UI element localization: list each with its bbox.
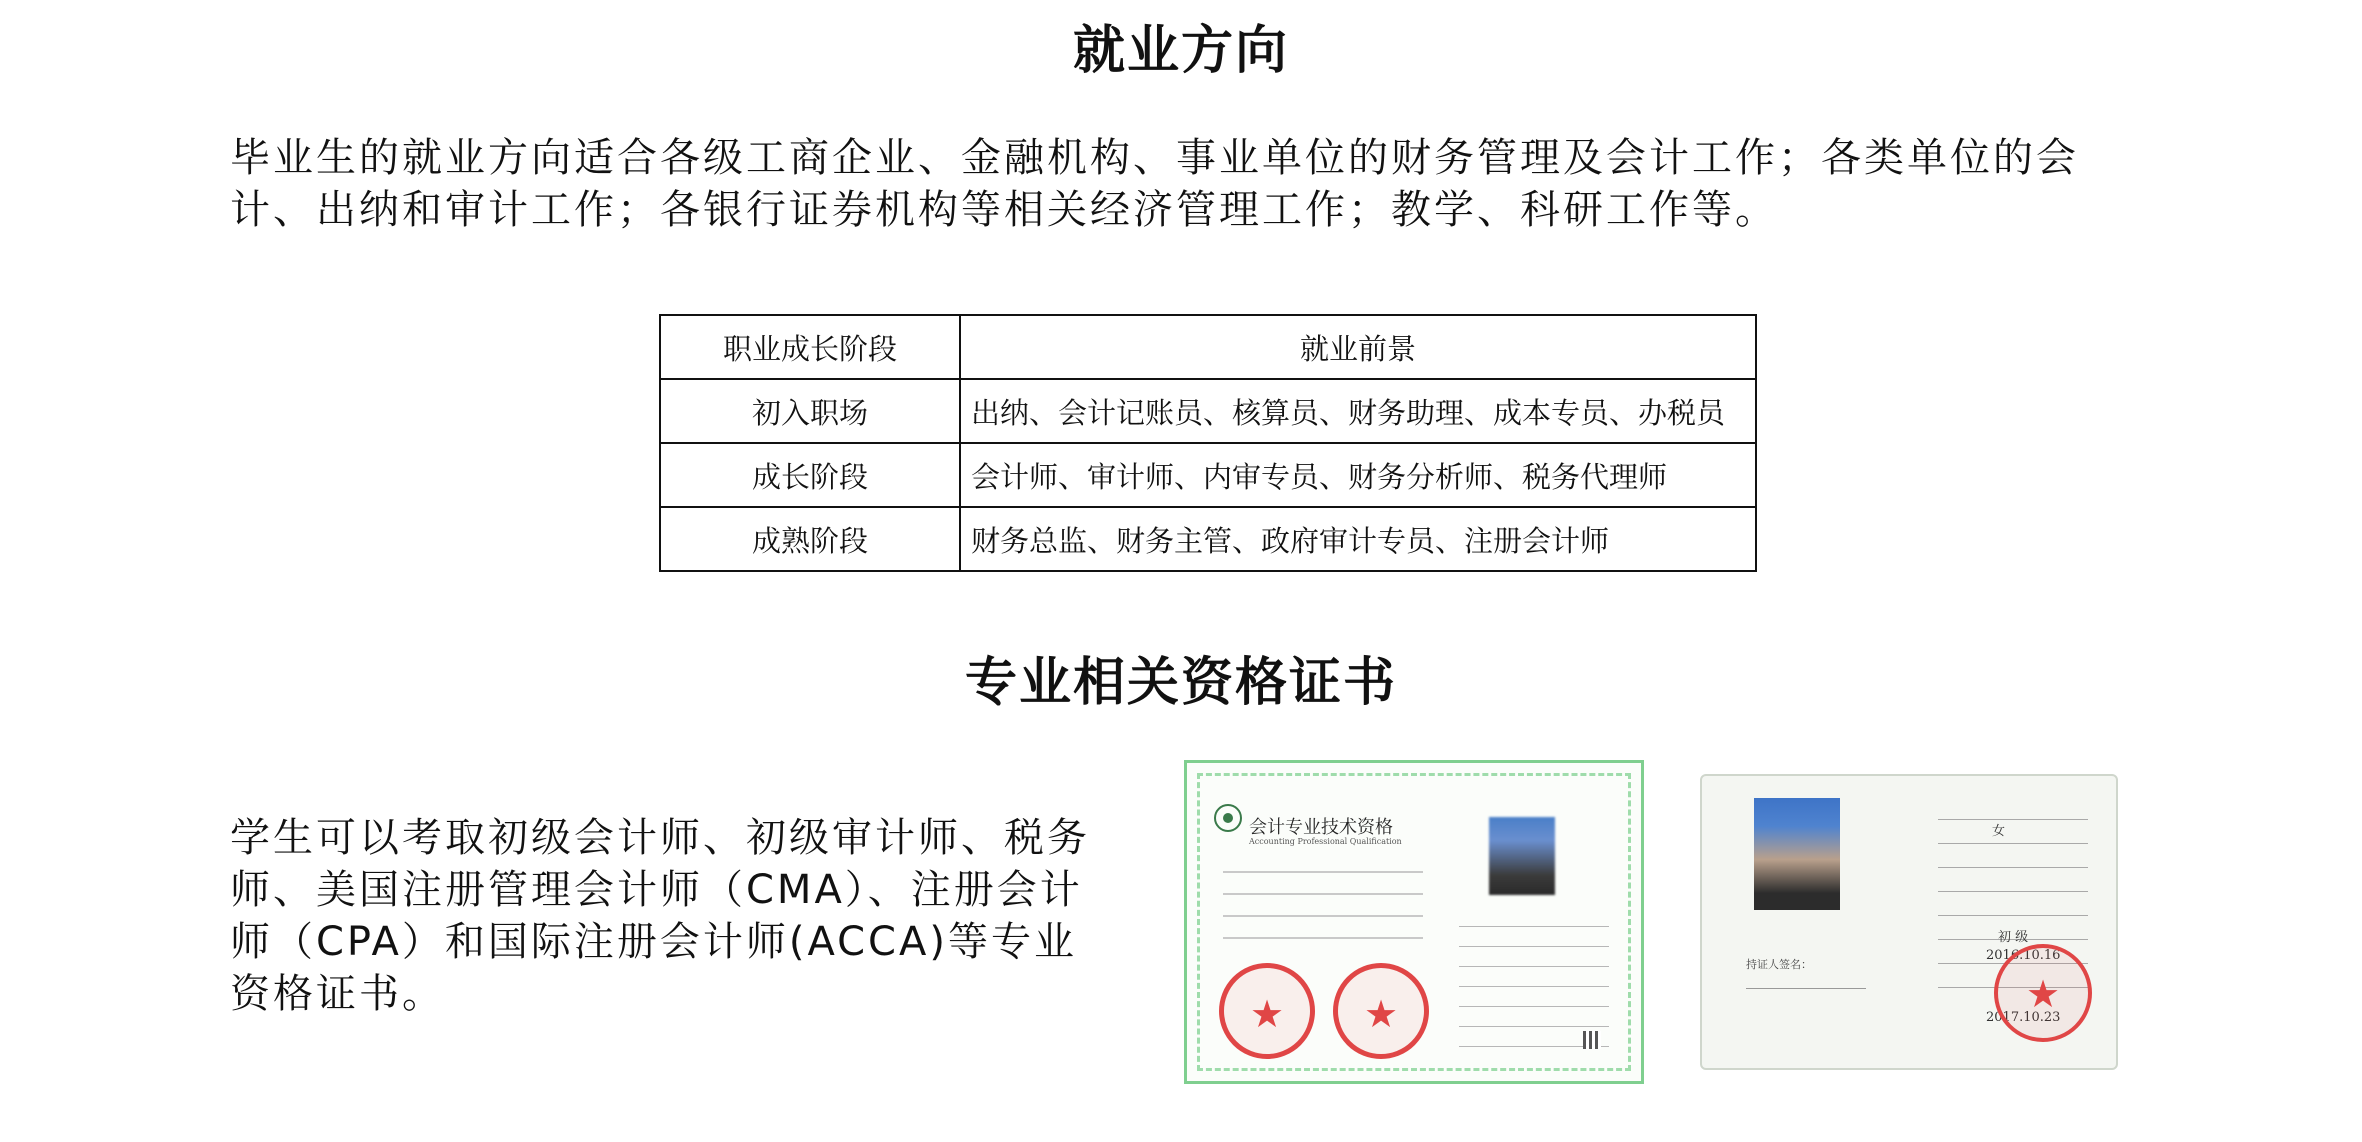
table-cell-stage: 成熟阶段 — [660, 507, 960, 571]
signature-label: 持证人签名： — [1746, 958, 1812, 971]
qualification-card-image — [1700, 774, 2118, 1070]
accounting-certificate-image — [1184, 760, 1644, 1084]
holder-photo — [1489, 817, 1555, 895]
table-cell-prospect: 出纳、会计记账员、核算员、财务助理、成本专员、办税员 — [960, 379, 1756, 443]
career-table — [659, 314, 1757, 572]
sex-value: 女 — [1992, 824, 2006, 839]
table-cell-stage: 初入职场 — [660, 379, 960, 443]
certificate-title: 会计专业技术资格 — [1249, 817, 1393, 838]
table-cell-stage: 成长阶段 — [660, 443, 960, 507]
qr-code-icon — [1583, 1031, 1601, 1049]
certificate-text-lines — [1223, 871, 1423, 959]
section-title-certificates: 专业相关资格证书 — [964, 653, 1397, 713]
certificate-subtitle: Accounting Professional Qualification — [1249, 837, 1402, 846]
section-title-career: 就业方向 — [1072, 21, 1289, 81]
career-intro-text: 毕业生的就业方向适合各级工商企业、金融机构、事业单位的财务管理及会计工作；各类单位的会计、出纳和审计工作；各银行证券机构等相关经济管理工作；教学、科研工作等。 — [230, 135, 2079, 233]
certificate-description: 学生可以考取初级会计师、初级审计师、税务师、美国注册管理会计师（CMA）、注册会计师（CPA）和国际注册会计师(ACCA)等专业资格证书。 — [230, 815, 1090, 1017]
table-row — [660, 443, 1756, 507]
approval-date: 2016.10.16 — [1986, 948, 2061, 963]
emblem-icon — [1213, 803, 1243, 833]
holder-photo — [1754, 798, 1840, 910]
table-row — [660, 379, 1756, 443]
table-header-prospect: 就业前景 — [960, 315, 1756, 379]
table-header-row — [660, 315, 1756, 379]
issue-date: 2017.10.23 — [1986, 1010, 2061, 1025]
table-header-stage: 职业成长阶段 — [660, 315, 960, 379]
signature-line — [1746, 988, 1866, 989]
red-seal-icon: ★ — [1219, 963, 1315, 1059]
table-row — [660, 507, 1756, 571]
table-cell-prospect: 财务总监、财务主管、政府审计专员、注册会计师 — [960, 507, 1756, 571]
table-cell-prospect: 会计师、审计师、内审专员、财务分析师、税务代理师 — [960, 443, 1756, 507]
red-seal-icon: ★ — [1333, 963, 1429, 1059]
level-value: 初 级 — [1998, 930, 2029, 945]
red-seal-icon: ★ — [1994, 944, 2092, 1042]
